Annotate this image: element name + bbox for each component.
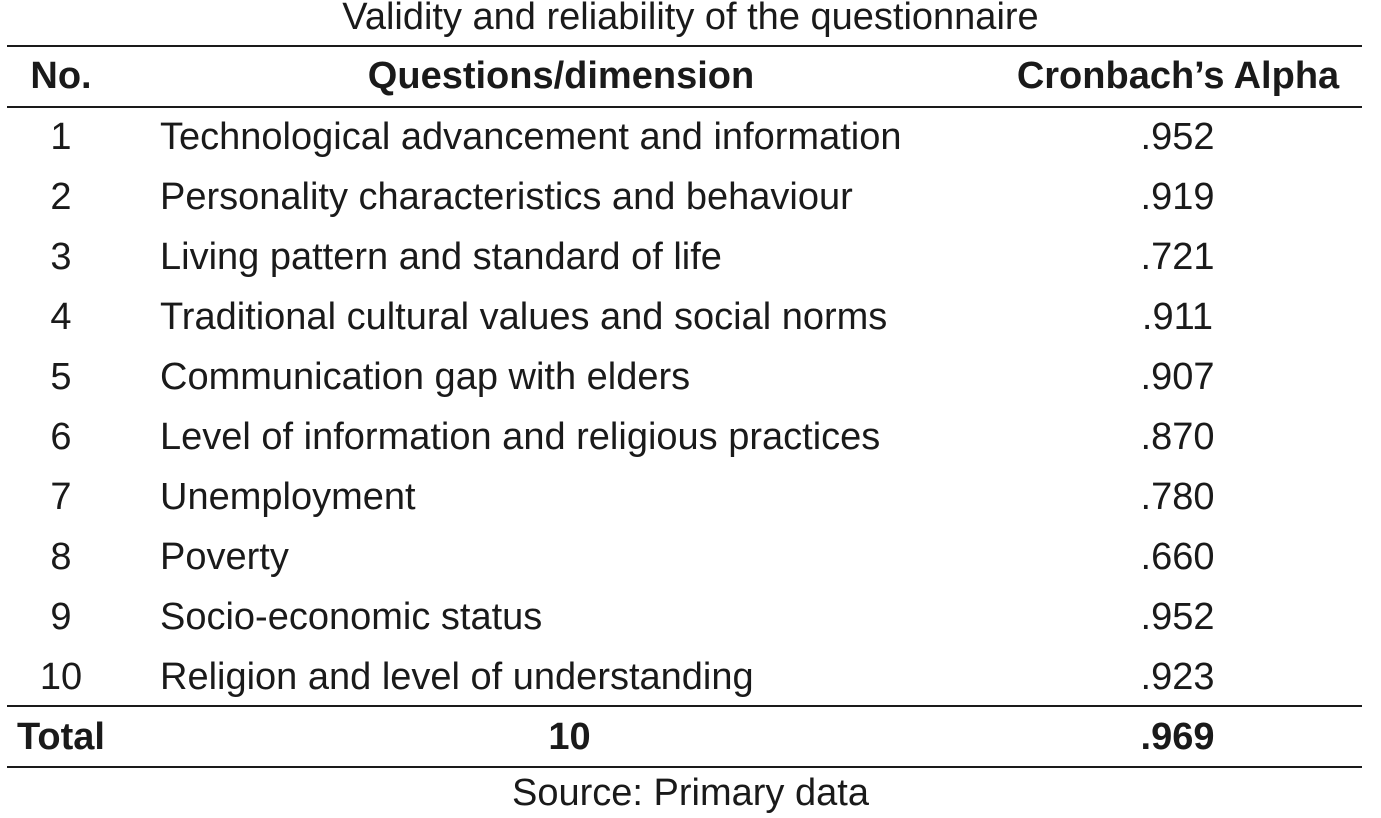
row-alpha: .721 [1140,236,1215,278]
row-no: 4 [50,296,72,338]
row-alpha: .919 [1140,176,1215,218]
table-caption: Validity and reliability of the questionnaire [342,0,1039,38]
total-alpha: .969 [1140,716,1215,758]
header-row [0,46,1381,106]
row-alpha: .660 [1140,536,1215,578]
table-row [0,347,1381,407]
table-row [0,407,1381,467]
row-no: 10 [39,656,83,698]
row-no: 5 [50,356,72,398]
row-question: Traditional cultural values and social norms [160,296,888,338]
row-question: Religion and level of understanding [160,656,754,698]
row-question: Personality characteristics and behaviour [160,176,853,218]
table-row [0,167,1381,227]
table-row [0,287,1381,347]
row-alpha: .780 [1140,476,1215,518]
table-row [0,647,1381,707]
header-question: Questions/dimension [367,55,755,97]
row-no: 6 [50,416,72,458]
source-note: Source: Primary data [512,772,869,814]
row-question: Socio-economic status [160,596,543,638]
row-no: 3 [50,236,72,278]
row-question: Level of information and religious practices [160,416,881,458]
row-no: 1 [50,116,72,158]
row-alpha: .911 [1141,296,1214,338]
table-row [0,107,1381,167]
row-no: 2 [50,176,72,218]
table-row [0,467,1381,527]
row-question: Living pattern and standard of life [160,236,722,278]
total-row [0,707,1381,767]
total-count: 10 [548,716,591,758]
table-row [0,527,1381,587]
header-no: No. [30,55,92,97]
row-alpha: .907 [1140,356,1215,398]
row-question: Unemployment [160,476,416,518]
table-row [0,587,1381,647]
table-row [0,227,1381,287]
row-no: 7 [50,476,72,518]
row-no: 9 [50,596,72,638]
row-question: Technological advancement and information [160,116,902,158]
row-alpha: .870 [1140,416,1215,458]
row-question: Poverty [160,536,289,578]
row-question: Communication gap with elders [160,356,691,398]
row-alpha: .923 [1140,656,1215,698]
row-alpha: .952 [1140,596,1215,638]
row-alpha: .952 [1140,116,1215,158]
total-label: Total [17,716,105,758]
row-no: 8 [50,536,72,578]
header-alpha: Cronbach’s Alpha [1016,55,1340,97]
